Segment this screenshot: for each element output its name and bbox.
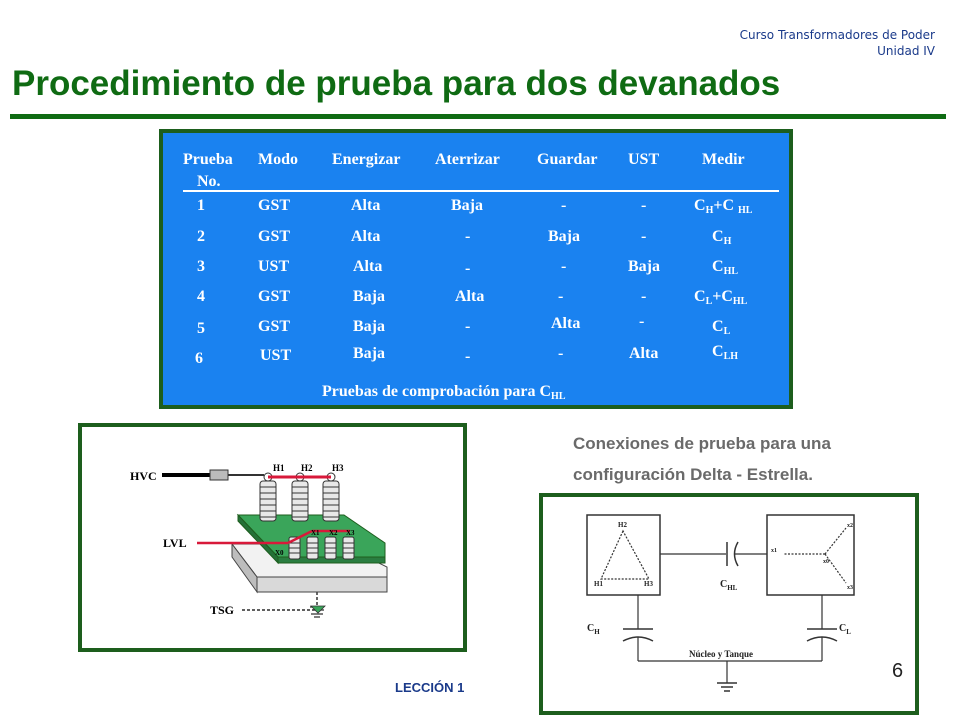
header-no: No.: [197, 173, 221, 190]
row6-energizar: Baja: [353, 345, 385, 362]
lv-winding-box: [767, 515, 854, 595]
row6-ust: Alta: [629, 345, 659, 362]
label-h1: H1: [273, 463, 285, 473]
label-x2-sch: x2: [847, 523, 853, 529]
row1-medir: $C_H+C$ $_{HL}$: [694, 197, 753, 216]
row1-energizar: Alta: [351, 197, 381, 214]
row3-ust: Baja: [628, 258, 660, 275]
course-name: Curso Transformadores de Poder: [739, 28, 935, 42]
lesson-label: LECCIÓN 1: [395, 680, 465, 695]
label-tsg: TSG: [210, 603, 235, 617]
table-footer: Pruebas de comprobación para $C_{HL}$: [322, 383, 566, 402]
row3-aterrizar: -: [465, 260, 471, 277]
label-h2-sch: H2: [618, 521, 627, 529]
row4-modo: GST: [258, 288, 291, 305]
course-unit: Unidad IV: [877, 44, 935, 58]
row2-ust: -: [641, 228, 647, 245]
row2-modo: GST: [258, 228, 291, 245]
label-x1-sch: x1: [771, 548, 777, 554]
page-title: Procedimiento de prueba para dos devanados: [12, 64, 781, 103]
label-x0-sch: x0: [823, 559, 829, 565]
header-medir: Medir: [702, 151, 745, 168]
row6-medir: $C_{LH}$: [712, 343, 739, 362]
label-x2: X2: [329, 529, 338, 537]
title-underline: [10, 114, 946, 119]
row5-energizar: Baja: [353, 318, 385, 335]
course-info: [740, 27, 935, 59]
row3-no: 3: [197, 258, 205, 275]
label-h2: H2: [301, 463, 313, 473]
header-energizar: Energizar: [332, 151, 401, 168]
row2-aterrizar: -: [465, 228, 471, 245]
row6-no: 6: [195, 350, 203, 367]
row4-guardar: -: [558, 288, 564, 305]
caption-line2: configuración Delta - Estrella.: [573, 465, 813, 484]
wye-winding: [783, 528, 846, 583]
label-x3-sch: x3: [847, 585, 853, 591]
row5-ust: -: [639, 313, 645, 330]
row6-modo: UST: [260, 347, 292, 364]
label-chl: $C_{HL}$: [720, 579, 738, 592]
label-x3: X3: [346, 529, 355, 537]
ground-icon: [717, 683, 737, 691]
header-ust: UST: [628, 151, 660, 168]
label-nucleo-tanque: Núcleo y Tanque: [689, 649, 754, 659]
schematic-drawing: [543, 497, 915, 711]
row4-aterrizar: Alta: [455, 288, 485, 305]
label-cl: $C_L$: [839, 623, 851, 636]
label-h3: H3: [332, 463, 344, 473]
label-lvl: LVL: [163, 536, 187, 550]
row1-no: 1: [197, 197, 205, 214]
row2-energizar: Alta: [351, 228, 381, 245]
delta-wye-schematic: [539, 493, 919, 715]
row1-modo: GST: [258, 197, 291, 214]
row6-aterrizar: -: [465, 348, 471, 365]
row3-modo: UST: [258, 258, 290, 275]
row5-modo: GST: [258, 318, 291, 335]
header-aterrizar: Aterrizar: [435, 151, 500, 168]
label-h3-sch: H3: [644, 580, 653, 588]
row3-medir: $C_{HL}$: [712, 258, 739, 277]
row4-medir: $C_L+C_{HL}$: [694, 288, 748, 307]
transformer-connection-diagram: [78, 423, 467, 652]
row5-guardar: Alta: [551, 315, 581, 332]
row2-no: 2: [197, 228, 205, 245]
row3-energizar: Alta: [353, 258, 383, 275]
row4-no: 4: [197, 288, 205, 305]
delta-winding: [601, 531, 649, 579]
row1-ust: -: [641, 197, 647, 214]
header-prueba: Prueba: [183, 151, 233, 168]
row5-no: 5: [197, 320, 205, 337]
label-x0: X0: [275, 549, 284, 557]
row6-guardar: -: [558, 345, 564, 362]
row1-guardar: -: [561, 197, 567, 214]
row4-energizar: Baja: [353, 288, 385, 305]
label-hvc: HVC: [130, 469, 157, 483]
header-modo: Modo: [258, 151, 298, 168]
row4-ust: -: [641, 288, 647, 305]
header-guardar: Guardar: [537, 151, 598, 168]
label-h1-sch: H1: [594, 580, 603, 588]
test-table: [159, 129, 793, 409]
row3-guardar: -: [561, 258, 567, 275]
row1-aterrizar: Baja: [451, 197, 483, 214]
header-rule: [183, 190, 779, 192]
page-number: 6: [892, 660, 904, 682]
row5-medir: $C_L$: [712, 318, 731, 337]
row2-guardar: Baja: [548, 228, 580, 245]
transformer-drawing: [82, 427, 463, 648]
label-x1: X1: [311, 529, 320, 537]
caption-line1: Conexiones de prueba para una: [573, 434, 831, 453]
row5-aterrizar: -: [465, 318, 471, 335]
label-ch: $C_H$: [587, 623, 600, 636]
connection-caption: [573, 428, 953, 490]
row2-medir: $C_H$: [712, 228, 732, 247]
